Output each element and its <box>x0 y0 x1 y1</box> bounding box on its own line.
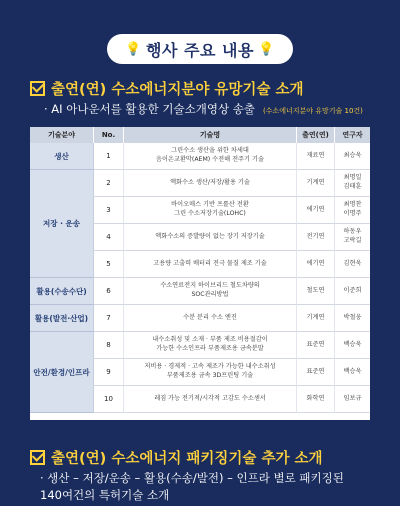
researcher: 박철웅 <box>335 305 370 332</box>
institute: 화학연 <box>297 386 335 413</box>
row-number: 9 <box>94 359 124 386</box>
researcher: 임보규 <box>335 386 370 413</box>
researcher: 백승욱 <box>335 332 370 359</box>
institute: 에기연 <box>297 197 335 224</box>
section1-bullet <box>44 101 363 117</box>
researcher: 최승욱 <box>335 143 370 170</box>
row-number: 1 <box>94 143 124 170</box>
title-banner <box>107 34 293 64</box>
row-number: 7 <box>94 305 124 332</box>
page-title: 행사 주요 내용 <box>146 40 254 60</box>
tech-name: 바이오매스 기반 프롤산 전환 그린 수소저장기술(LOHC) <box>124 197 297 224</box>
institute: 기계연 <box>297 305 335 332</box>
researcher: 하동우 고락길 <box>335 224 370 251</box>
category-transport-use: 활용(수송수단) <box>30 278 94 305</box>
category-production: 생산 <box>30 143 94 170</box>
row-number: 2 <box>94 170 124 197</box>
section1-bullet-text: · AI 아나운서를 활용한 기술소개영상 송출 <box>44 102 255 116</box>
row-number: 6 <box>94 278 124 305</box>
row-number: 4 <box>94 224 124 251</box>
tech-name: 액화수소의 증발량이 없는 장기 저장기술 <box>124 224 297 251</box>
researcher: 이준희 <box>335 278 370 305</box>
row-number: 5 <box>94 251 124 278</box>
institute: 표준연 <box>297 332 335 359</box>
section2-bullet: · 생산 – 저장/운송 – 활용(수송/발전) – 인프라 별로 패키징된 140여건의 특허기술 소개 <box>40 471 344 502</box>
checkbox-icon <box>30 81 45 96</box>
institute: 철도연 <box>297 278 335 305</box>
row-number: 10 <box>94 386 124 413</box>
category-storage-transport: 저장 · 운송 <box>30 170 94 278</box>
institute: 기계연 <box>297 170 335 197</box>
section1-heading <box>30 78 304 99</box>
tech-name: 고용량 고출력 배터리 전극 물질 제조 기술 <box>124 251 297 278</box>
header-field: 기술분야 <box>30 127 94 143</box>
category-power-industry-use: 활용(발전·산업) <box>30 305 94 332</box>
tech-table-grid <box>30 127 370 413</box>
institute: 에기연 <box>297 251 335 278</box>
category-safety-infra: 안전/환경/인프라 <box>30 332 94 413</box>
institute: 재료연 <box>297 143 335 170</box>
header-tech-name: 기술명 <box>124 127 297 143</box>
institute: 표준연 <box>297 359 335 386</box>
tech-name: 내수소취성 및 소재 · 부품 제조 비용절감이 가능한 수소인프라 부품제조용 금속분말 <box>124 332 297 359</box>
checkbox-icon <box>30 450 45 465</box>
row-number: 3 <box>94 197 124 224</box>
researcher: 백승욱 <box>335 359 370 386</box>
row-number: 8 <box>94 332 124 359</box>
header-institute: 출연(연) <box>297 127 335 143</box>
tech-table <box>30 127 370 420</box>
tech-name: 액화수소 생산/저장/활용 기술 <box>124 170 297 197</box>
section1-note: (수소에너지분야 유망기술 10건) <box>262 107 363 115</box>
section2-heading-text: 출연(연) 수소에너지 패키징기술 추가 소개 <box>51 451 323 467</box>
header-no: No. <box>94 127 124 143</box>
section1-heading-text: 출연(연) 수소에너지분야 유망기술 소개 <box>51 82 304 98</box>
section2-heading <box>30 447 323 468</box>
tech-name: 저비용 · 경제적 · 고속 제조가 가능한 내수소취성 부품제조용 금속 3D프린팅 기술 <box>124 359 297 386</box>
tech-name: 수소연료전지 하이브리드 철도차량의 SOC관리방법 <box>124 278 297 305</box>
researcher: 최명일 김태훈 <box>335 170 370 197</box>
researcher: 최명찬 이명주 <box>335 197 370 224</box>
institute: 전기연 <box>297 224 335 251</box>
bulb-icon: 💡 <box>257 41 275 57</box>
tech-name: 그린수소 생산을 위한 차세대 음이온교환막(AEM) 수전해 전주기 기술 <box>124 143 297 170</box>
bulb-icon: 💡 <box>125 41 143 57</box>
researcher: 김현욱 <box>335 251 370 278</box>
header-researcher: 연구자 <box>335 127 370 143</box>
tech-name: 수분 분리 수소 엔진 <box>124 305 297 332</box>
tech-name: 레짐 가능 전기적/시각적 고감도 수소센서 <box>124 386 297 413</box>
